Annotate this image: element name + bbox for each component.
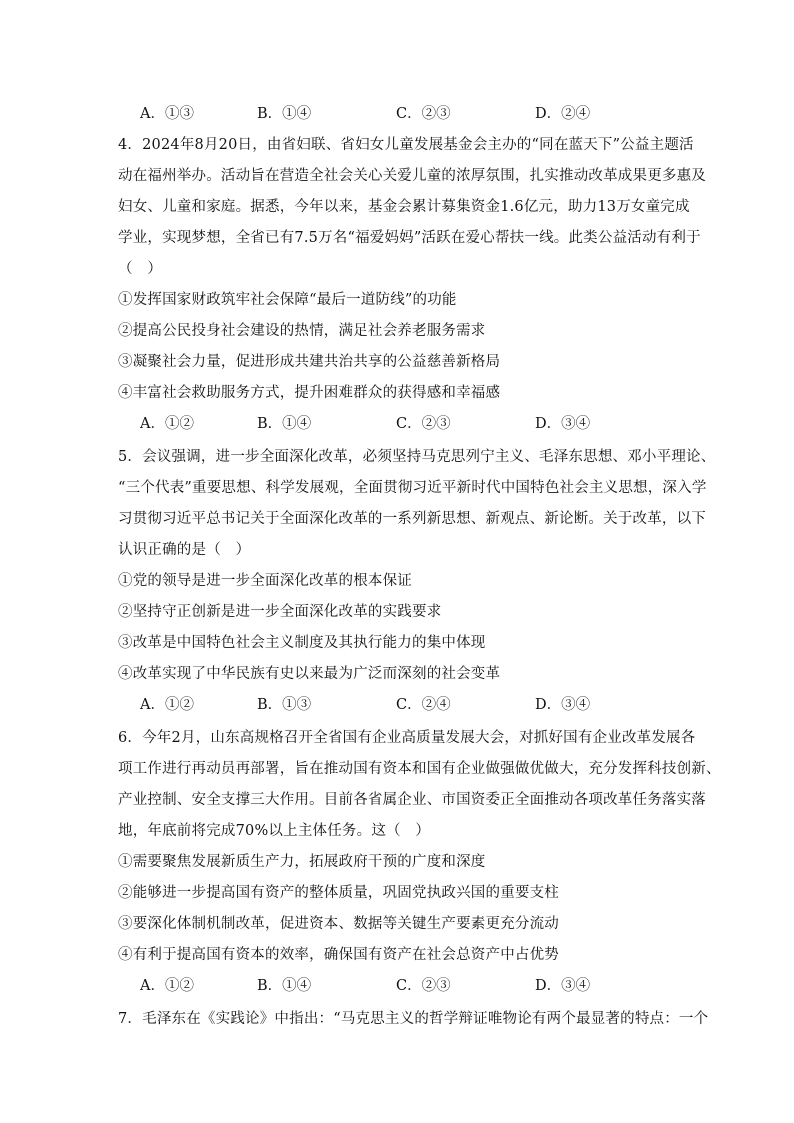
q4-answer-blank: （ ） bbox=[118, 261, 163, 277]
q3-option-b[interactable]: B．①④ bbox=[257, 106, 312, 122]
q5-stem-line: 习贯彻习近平总书记关于全面深化改革的一系列新思想、新观点、新论断。关于改革，以下 bbox=[118, 511, 706, 527]
q5-stem-line: 认识正确的是（ ） bbox=[118, 542, 251, 558]
q5-options bbox=[140, 695, 640, 715]
q6-statement-2: ②能够进一步提高国有资产的整体质量，巩固党执政兴国的重要支柱 bbox=[118, 885, 559, 901]
q5-option-d[interactable]: D．③④ bbox=[535, 697, 591, 713]
q3-option-d[interactable]: D．②④ bbox=[535, 106, 591, 122]
q5-statement-1: ①党的领导是进一步全面深化改革的根本保证 bbox=[118, 573, 412, 589]
q3-options bbox=[140, 104, 640, 124]
q4-statement-3: ③凝聚社会力量，促进形成共建共治共享的公益慈善新格局 bbox=[118, 354, 501, 370]
q6-option-b[interactable]: B．①④ bbox=[257, 978, 312, 994]
q6-statement-1: ①需要聚焦发展新质生产力，拓展政府干预的广度和深度 bbox=[118, 854, 486, 870]
q4-stem-line: 4．2024年8月20日，由省妇联、省妇女儿童发展基金会主办的“同在蓝天下”公益主题活 bbox=[118, 137, 694, 153]
q6-option-a[interactable]: A．①② bbox=[140, 978, 194, 994]
q6-statement-3: ③要深化体制机制改革，促进资本、数据等关键生产要素更充分流动 bbox=[118, 916, 559, 932]
q4-option-b[interactable]: B．①④ bbox=[257, 416, 312, 432]
q6-options bbox=[140, 976, 640, 996]
q5-statement-3: ③改革是中国特色社会主义制度及其执行能力的集中体现 bbox=[118, 635, 486, 651]
q6-stem-line: 6．今年2月，山东高规格召开全省国有企业高质量发展大会，对抓好国有企业改革发展各 bbox=[118, 730, 696, 746]
q6-option-c[interactable]: C．②③ bbox=[396, 978, 451, 994]
q5-statement-2: ②坚持守正创新是进一步全面深化改革的实践要求 bbox=[118, 604, 442, 620]
q5-option-b[interactable]: B．①③ bbox=[257, 697, 312, 713]
q4-statement-2: ②提高公民投身社会建设的热情，满足社会养老服务需求 bbox=[118, 323, 486, 339]
q4-stem-line: 妇女、儿童和家庭。据悉，今年以来，基金会累计募集资金1.6亿元，助力13万女童完成 bbox=[118, 199, 690, 215]
q5-option-a[interactable]: A．①② bbox=[140, 697, 194, 713]
q6-option-d[interactable]: D．③④ bbox=[535, 978, 591, 994]
q5-stem-line: 5．会议强调，进一步全面深化改革，必须坚持马克思列宁主义、毛泽东思想、邓小平理论、 bbox=[118, 449, 716, 465]
q4-option-d[interactable]: D．③④ bbox=[535, 416, 591, 432]
q4-statement-1: ①发挥国家财政筑牢社会保障“最后一道防线”的功能 bbox=[118, 292, 457, 308]
q5-option-c[interactable]: C．②④ bbox=[396, 697, 451, 713]
q3-option-a[interactable]: A．①③ bbox=[140, 106, 194, 122]
q6-stem-line: 地，年底前将完成70%以上主体任务。这（ ） bbox=[118, 823, 431, 839]
q5-statement-4: ④改革实现了中华民族有史以来最为广泛而深刻的社会变革 bbox=[118, 666, 501, 682]
q4-stem-line: 动在福州举办。活动旨在营造全社会关心关爱儿童的浓厚氛围，扎实推动改革成果更多惠及 bbox=[118, 168, 706, 184]
q4-stem-line: 学业，实现梦想，全省已有7.5万名“福爱妈妈”活跃在爱心帮扶一线。此类公益活动有利于 bbox=[118, 230, 701, 246]
q6-statement-4: ④有利于提高国有资本的效率，确保国有资产在社会总资产中占优势 bbox=[118, 947, 559, 963]
q4-statement-4: ④丰富社会救助服务方式，提升困难群众的获得感和幸福感 bbox=[118, 385, 501, 401]
q7-stem-line: 7．毛泽东在《实践论》中指出：“马克思主义的哲学辩证唯物论有两个最显著的特点：一个 bbox=[118, 1011, 709, 1027]
q6-stem-line: 产业控制、安全支撑三大作用。目前各省属企业、市国资委正全面推动各项改革任务落实落 bbox=[118, 792, 706, 808]
q4-options bbox=[140, 414, 640, 434]
q6-stem-line: 项工作进行再动员再部署，旨在推动国有资本和国有企业做强做优做大，充分发挥科技创新、 bbox=[118, 761, 721, 777]
q4-option-a[interactable]: A．①② bbox=[140, 416, 194, 432]
q3-option-c[interactable]: C．②③ bbox=[396, 106, 451, 122]
q4-option-c[interactable]: C．②③ bbox=[396, 416, 451, 432]
q5-stem-line: “三个代表”重要思想、科学发展观，全面贯彻习近平新时代中国特色社会主义思想，深入学 bbox=[118, 480, 707, 496]
